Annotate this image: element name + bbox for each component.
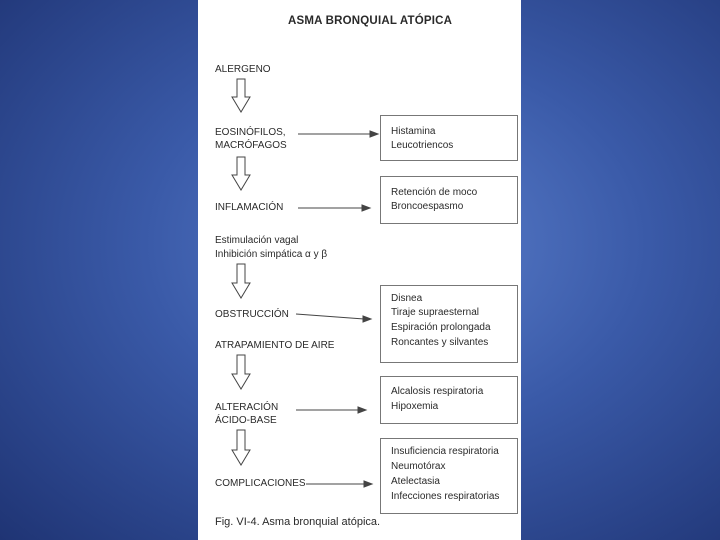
down-arrow-icon [232, 157, 250, 190]
step-alteracion-line2: ÁCIDO-BASE [215, 415, 277, 426]
step-alergeno: ALERGENO [215, 64, 271, 75]
box-obstruccion-item: Tiraje supraesternal [391, 307, 480, 318]
step-atrapamiento: ATRAPAMIENTO DE AIRE [215, 340, 335, 351]
box-complicaciones-item: Insuficiencia respiratoria [391, 446, 499, 457]
box-obstruccion [380, 285, 518, 363]
box-mediadores-item: Histamina [391, 126, 436, 137]
step-inflamacion: INFLAMACIÓN [215, 202, 284, 213]
figure-caption: Fig. VI-4. Asma bronquial atópica. [215, 516, 381, 528]
box-complicaciones-item: Neumotórax [391, 461, 446, 472]
box-acido-base-item: Hipoxemia [391, 401, 439, 412]
box-inflamacion-item: Retención de moco [391, 187, 478, 198]
step-eosinofilos-line2: MACRÓFAGOS [215, 140, 287, 151]
step-alteracion-line1: ALTERACIÓN [215, 402, 279, 413]
right-arrow-icon [296, 314, 364, 319]
down-arrow-icon [232, 430, 250, 465]
box-acido-base [380, 376, 518, 424]
box-mediadores-item: Leucotriencos [391, 140, 454, 151]
figure-title: ASMA BRONQUIAL ATÓPICA [288, 15, 453, 27]
down-arrow-icon [232, 264, 250, 298]
step-obstruccion: OBSTRUCCIÓN [215, 309, 289, 320]
step-eosinofilos-line1: EOSINÓFILOS, [215, 127, 286, 138]
step-inhibicion-simpatica: Inhibición simpática α y β [215, 249, 328, 260]
box-acido-base-item: Alcalosis respiratoria [391, 386, 484, 397]
box-obstruccion-item: Roncantes y silvantes [391, 337, 489, 348]
box-complicaciones [380, 438, 518, 514]
down-arrow-icon [232, 79, 250, 112]
box-mediadores [380, 115, 518, 161]
step-estimulacion-vagal: Estimulación vagal [215, 235, 299, 246]
figure-card [198, 0, 521, 540]
box-inflamacion-item: Broncoespasmo [391, 201, 464, 212]
box-complicaciones-item: Atelectasia [391, 476, 440, 487]
box-obstruccion-item: Espiración prolongada [391, 322, 491, 333]
box-complicaciones-item: Infecciones respiratorias [391, 491, 500, 502]
box-obstruccion-item: Disnea [391, 293, 423, 304]
step-complicaciones: COMPLICACIONES [215, 478, 306, 489]
box-inflamacion [380, 176, 518, 224]
down-arrow-icon [232, 355, 250, 389]
